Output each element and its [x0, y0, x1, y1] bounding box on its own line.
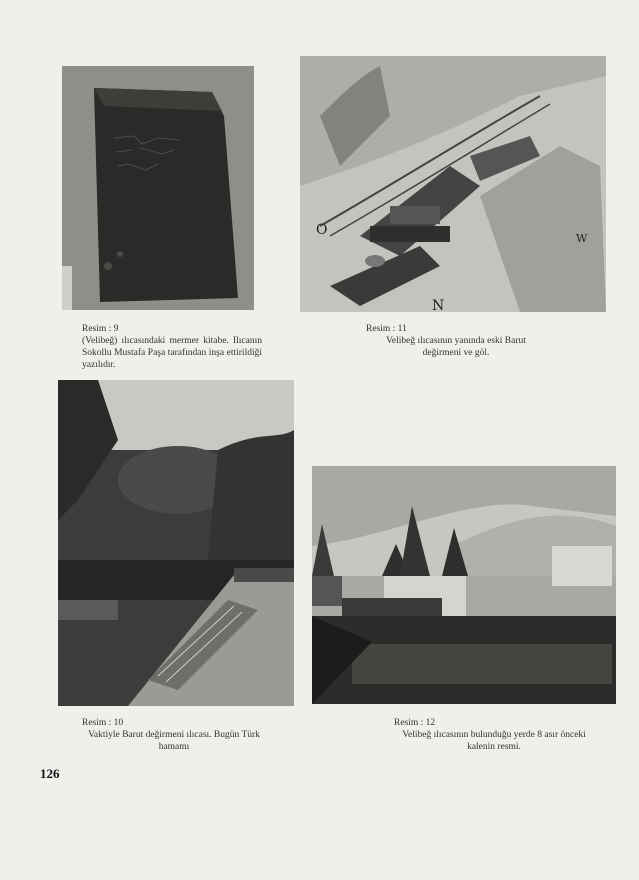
map-letter-o: O	[316, 222, 328, 238]
figure-11-label: Resim : 11	[366, 324, 407, 334]
figure-11-text: Velibeğ ılıcasının yanında eski Barut değirmeni ve göl.	[386, 336, 526, 358]
figure-12-label: Resim : 12	[394, 718, 436, 728]
figure-9-label: Resim : 9	[82, 324, 119, 334]
figure-10-text: Vaktiyle Barut değirmeni ılıcası. Bugün Türk hamamı	[88, 730, 260, 752]
domed-bath-illustration	[58, 380, 294, 706]
engraving-map-illustration	[300, 56, 606, 312]
figure-9-text: (Velibeğ) ılıcasındaki mermer kitabe. Ilıcanın Sokollu Mustafa Paşa tarafından inşa ettirildiği yazılıdır.	[82, 336, 262, 370]
figure-11-caption	[366, 323, 546, 359]
figure-9-image	[62, 66, 254, 310]
figure-10-label: Resim : 10	[82, 718, 124, 728]
marble-inscription-illustration	[62, 66, 254, 310]
figure-12-text: Velibeğ ılıcasının bulunduğu yerde 8 asır önceki kalenin resmi.	[402, 730, 586, 752]
figure-9-caption	[82, 323, 262, 371]
map-letter-w: W	[576, 232, 588, 245]
figure-12-caption	[394, 717, 594, 753]
castle-painting-illustration	[312, 466, 616, 704]
figure-12-image	[312, 466, 616, 704]
page-number: 126	[40, 766, 60, 781]
figure-10-image	[58, 380, 294, 706]
figure-10-caption	[82, 717, 266, 753]
map-letter-n: N	[432, 298, 445, 312]
figure-11-image	[300, 56, 606, 312]
